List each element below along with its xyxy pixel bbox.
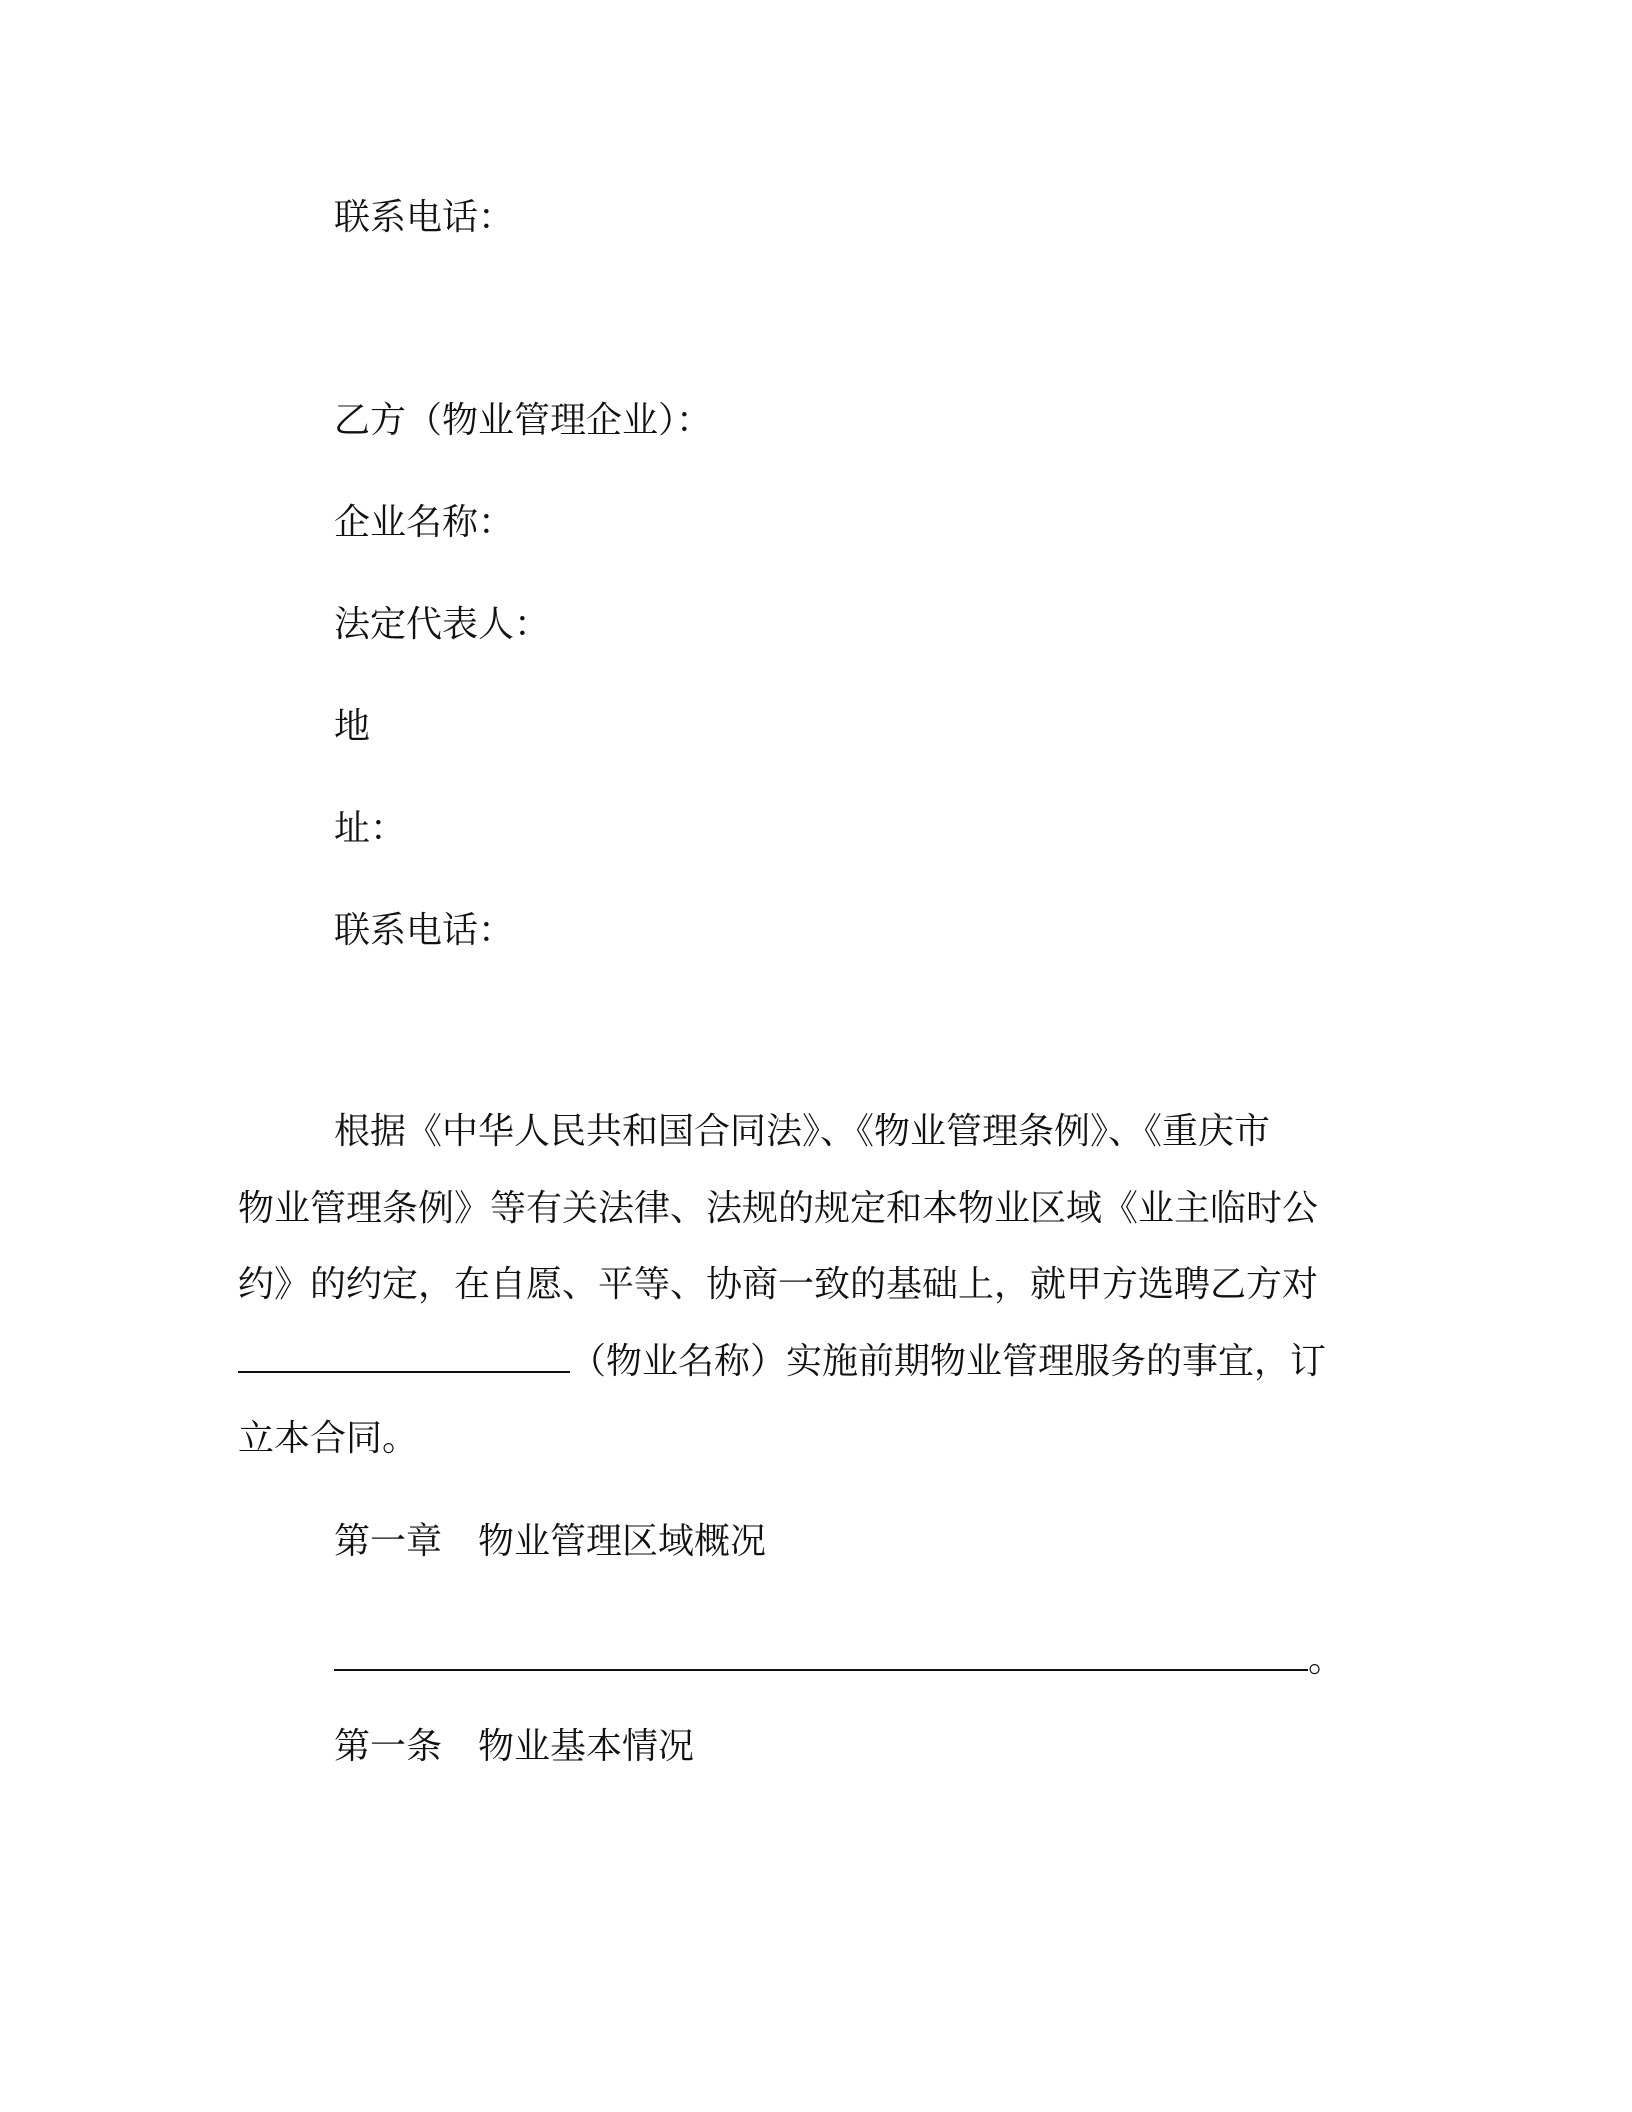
property-name-blank xyxy=(238,1345,570,1373)
party-b-heading: 乙方（物业管理企业）： xyxy=(334,400,713,441)
party-b-company-name: 企业名称： xyxy=(334,502,515,543)
party-b-address-char1: 地 xyxy=(334,706,371,747)
party-a-contact-phone: 联系电话： xyxy=(334,197,515,238)
party-b-address-char2: 址： xyxy=(334,808,407,849)
party-b-legal-rep: 法定代表人： xyxy=(334,604,551,645)
preamble-line-2: 物业管理条例》等有关法律、法规的规定和本物业区域《业主临时公 xyxy=(238,1188,1319,1229)
preamble-line-5: 立本合同。 xyxy=(238,1418,419,1459)
preamble-line-4-text: （物业名称）实施前期物业管理服务的事宜，订 xyxy=(570,1341,1327,1382)
chapter-1-blank-line xyxy=(334,1639,1345,1680)
area-overview-blank xyxy=(334,1643,1308,1671)
preamble-line-4 xyxy=(238,1341,1327,1382)
article-1-title: 第一条 物业基本情况 xyxy=(334,1726,695,1767)
blank-line-end: 。 xyxy=(1308,1639,1345,1680)
preamble-line-3: 约》的约定，在自愿、平等、协商一致的基础上，就甲方选聘乙方对 xyxy=(238,1264,1319,1305)
party-b-contact-phone: 联系电话： xyxy=(334,910,515,951)
chapter-1-title: 第一章 物业管理区域概况 xyxy=(334,1521,767,1562)
preamble-line-1: 根据《中华人民共和国合同法》、《物业管理条例》、《重庆市 xyxy=(334,1111,1271,1152)
